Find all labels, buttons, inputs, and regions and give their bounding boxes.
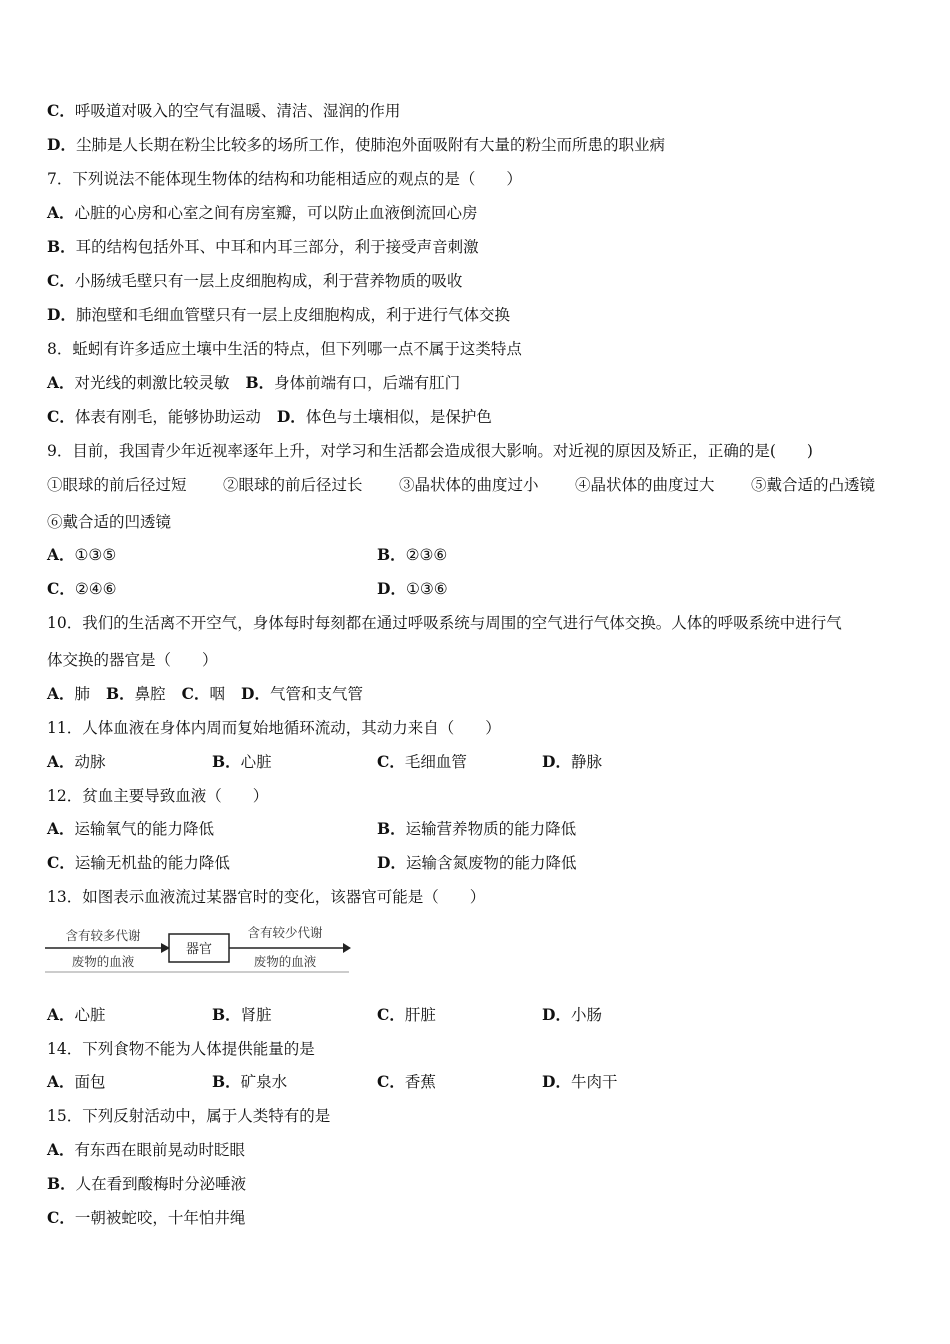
question-7-stem: 7．下列说法不能体现生物体的结构和功能相适应的观点的是（ ） (47, 170, 522, 188)
left-label-bottom: 废物的血液 (71, 954, 135, 969)
q9-item-3: ③晶状体的曲度过小 (399, 476, 539, 494)
option-text: 心脏的心房和心室之间有房室瓣，可以防止血液倒流回心房 (74, 204, 478, 222)
question-8-options-ab (47, 373, 460, 393)
left-label-top: 含有较多代谢 (65, 928, 141, 943)
option-c-line (47, 101, 400, 121)
option-label: D． (377, 853, 406, 872)
question-15-stem: 15．下列反射活动中，属于人类特有的是 (47, 1107, 331, 1125)
option-text: 身体前端有口，后端有肛门 (274, 374, 461, 392)
option-label: A． (47, 1140, 75, 1159)
option-label: D． (47, 305, 76, 324)
option-label: A． (47, 545, 75, 564)
option-label: D． (542, 1072, 571, 1091)
question-9-stem: 9．目前，我国青少年近视率逐年上升，对学习和生活都会造成很大影响。对近视的原因及矫正，正确的是( ) (47, 442, 813, 460)
option-text: 香蕉 (404, 1073, 436, 1091)
option-label: C． (377, 752, 405, 771)
option-label: D． (542, 1005, 571, 1024)
option-label: A． (47, 373, 75, 392)
option-text: 对光线的刺激比较灵敏 (74, 374, 230, 392)
option-label: C． (47, 579, 75, 598)
question-14-stem: 14．下列食物不能为人体提供能量的是 (47, 1040, 315, 1058)
option-label: B． (212, 752, 241, 771)
option-text: 运输氧气的能力降低 (74, 820, 215, 838)
option-label: B． (245, 373, 275, 392)
option-label: A． (47, 1005, 75, 1024)
question-7-option-c (47, 271, 462, 291)
option-label: C． (47, 271, 75, 290)
q9-item-2: ②眼球的前后径过长 (223, 476, 363, 494)
question-8-stem: 8．蚯蚓有许多适应土壤中生活的特点，但下列哪一点不属于这类特点 (47, 340, 522, 358)
option-text: 体表有刚毛，能够协助运动 (74, 408, 261, 426)
option-text: ①③⑥ (405, 580, 448, 598)
option-label: D． (241, 684, 270, 703)
question-8-options-cd (47, 407, 492, 427)
output-arrow-head (343, 943, 351, 953)
option-text: 心脏 (240, 753, 272, 771)
option-label: D． (377, 579, 406, 598)
blood-flow-diagram (45, 922, 351, 974)
organ-label: 器官 (185, 942, 213, 957)
option-label: C． (47, 101, 75, 120)
option-label: B． (377, 545, 406, 564)
q9-option-a (47, 545, 116, 565)
option-label: A． (47, 203, 75, 222)
option-label: D． (542, 752, 571, 771)
option-text: 有东西在眼前晃动时眨眼 (74, 1141, 246, 1159)
option-text: 运输含氮废物的能力降低 (405, 854, 577, 872)
option-text: 一朝被蛇咬，十年怕井绳 (74, 1209, 246, 1227)
question-15-option-b (47, 1174, 246, 1194)
option-text: 肝脏 (404, 1006, 436, 1024)
q14-option-d (542, 1072, 617, 1092)
question-7-option-b (47, 237, 479, 257)
option-label: C． (181, 684, 210, 703)
option-text: 耳的结构包括外耳、中耳和内耳三部分，利于接受声音刺激 (75, 238, 479, 256)
q11-option-c (377, 752, 467, 772)
q11-option-b (212, 752, 272, 772)
q9-item-1: ①眼球的前后径过短 (47, 476, 187, 494)
option-label: A． (47, 819, 75, 838)
option-label: C． (47, 1208, 75, 1227)
option-label: B． (377, 819, 406, 838)
q9-item-6: ⑥戴合适的凹透镜 (47, 513, 172, 531)
q11-option-d (542, 752, 602, 772)
q11-option-a (47, 752, 106, 772)
option-text: 小肠 (570, 1006, 602, 1024)
option-text: ①③⑤ (74, 546, 117, 564)
right-label-bottom: 废物的血液 (253, 954, 317, 969)
option-label: B． (47, 237, 76, 256)
q13-option-c (377, 1005, 436, 1025)
q14-option-b (212, 1072, 287, 1092)
option-text: ②④⑥ (74, 580, 117, 598)
option-label: B． (47, 1174, 76, 1193)
option-label: D． (276, 407, 306, 426)
option-d-line (47, 135, 665, 155)
q13-option-d (542, 1005, 602, 1025)
option-label: A． (47, 752, 75, 771)
option-text: 运输无机盐的能力降低 (74, 854, 230, 872)
option-text: 面包 (74, 1073, 106, 1091)
option-text: 咽 (209, 685, 226, 703)
option-text: 动脉 (74, 753, 106, 771)
option-text: ②③⑥ (405, 546, 448, 564)
option-text: 呼吸道对吸入的空气有温暖、清洁、湿润的作用 (74, 102, 401, 120)
q14-option-c (377, 1072, 436, 1092)
option-label: C． (377, 1005, 405, 1024)
option-label: B． (212, 1005, 241, 1024)
q9-item-4: ④晶状体的曲度过大 (575, 476, 715, 494)
option-label: C． (47, 853, 75, 872)
q9-option-d (377, 579, 448, 599)
option-label: D． (47, 135, 76, 154)
right-label-top: 含有较少代谢 (247, 925, 323, 940)
q12-option-b (377, 819, 576, 839)
q12-option-c (47, 853, 230, 873)
option-text: 运输营养物质的能力降低 (405, 820, 577, 838)
option-text: 牛肉干 (570, 1073, 618, 1091)
option-text: 矿泉水 (240, 1073, 288, 1091)
option-label: A． (47, 684, 75, 703)
q13-option-b (212, 1005, 272, 1025)
option-text: 小肠绒毛壁只有一层上皮细胞构成，利于营养物质的吸收 (74, 272, 463, 290)
question-15-option-c (47, 1208, 245, 1228)
question-10-options (47, 684, 363, 704)
q12-option-a (47, 819, 214, 839)
option-text: 心脏 (74, 1006, 106, 1024)
q9-option-c (47, 579, 117, 599)
question-7-option-d (47, 305, 510, 325)
option-text: 肺 (74, 685, 91, 703)
option-text: 体色与土壤相似，是保护色 (305, 408, 492, 426)
option-text: 肺泡壁和毛细血管壁只有一层上皮细胞构成，利于进行气体交换 (75, 306, 510, 324)
option-label: C． (47, 407, 75, 426)
option-text: 气管和支气管 (269, 685, 363, 703)
question-13-stem: 13．如图表示血液流过某器官时的变化，该器官可能是（ ） (47, 888, 486, 906)
question-11-stem: 11．人体血液在身体内周而复始地循环流动，其动力来自（ ） (47, 719, 501, 737)
question-10-stem-line2: 体交换的器官是（ ） (47, 651, 218, 669)
question-12-stem: 12．贫血主要导致血液（ ） (47, 787, 269, 805)
option-text: 毛细血管 (404, 753, 467, 771)
option-text: 尘肺是人长期在粉尘比较多的场所工作，使肺泡外面吸附有大量的粉尘而所患的职业病 (75, 136, 665, 154)
q13-option-a (47, 1005, 106, 1025)
question-10-stem-line1: 10．我们的生活离不开空气，身体每时每刻都在通过呼吸系统与周围的空气进行气体交换。人体的呼吸系统中进行气 (47, 614, 842, 632)
q14-option-a (47, 1072, 106, 1092)
q9-option-b (377, 545, 447, 565)
option-text: 静脉 (570, 753, 602, 771)
option-text: 鼻腔 (134, 685, 166, 703)
option-label: C． (377, 1072, 405, 1091)
q12-option-d (377, 853, 576, 873)
option-label: B． (212, 1072, 241, 1091)
option-label: A． (47, 1072, 75, 1091)
option-text: 人在看到酸梅时分泌唾液 (75, 1175, 247, 1193)
option-text: 肾脏 (240, 1006, 272, 1024)
question-15-option-a (47, 1140, 245, 1160)
question-7-option-a (47, 203, 478, 223)
option-label: B． (106, 684, 135, 703)
q9-item-5: ⑤戴合适的凸透镜 (751, 476, 876, 494)
